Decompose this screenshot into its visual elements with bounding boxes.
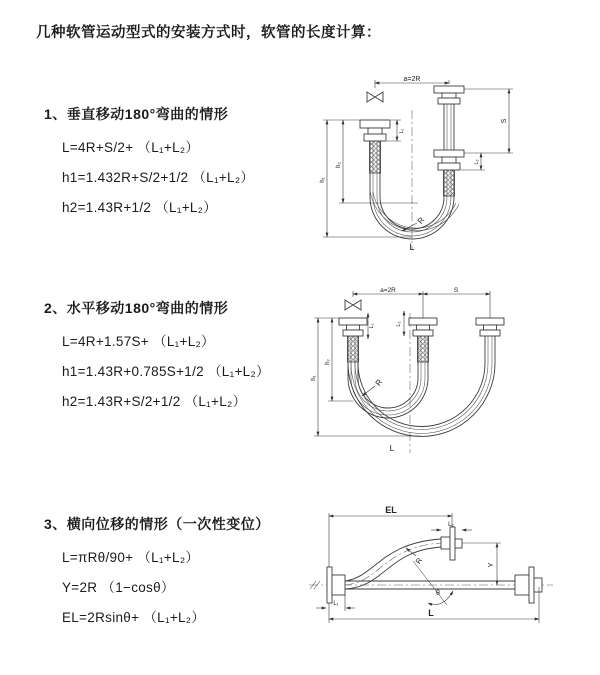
dim-label-h1: h₁: [311, 375, 317, 381]
flange-top-displaced: [441, 527, 462, 560]
diagram-vertical-u-bend: [313, 72, 533, 260]
dim-label-l1: L₁: [333, 601, 339, 607]
formula-h1: h1=1.43R+0.785S+1/2 （L₁+L₂）: [62, 364, 270, 379]
dimension-length: [329, 587, 539, 623]
dim-label-h2: h₂: [336, 162, 342, 168]
diagram-lateral-displacement: [303, 503, 561, 650]
dimension-h1: [311, 318, 421, 436]
dimension-span: [353, 287, 490, 318]
flange-left: [360, 120, 390, 141]
formula-length: L=4R+1.57S+ （L₁+L₂）: [62, 334, 215, 349]
section-1-heading: 1、垂直移动180°弯曲的情形: [44, 106, 229, 122]
valve-icon: [345, 300, 361, 310]
dim-label-r: R: [413, 556, 425, 566]
dimension-l1: [368, 313, 375, 339]
flange-right: [476, 318, 504, 336]
dimension-el: [329, 505, 452, 567]
braid-section-right: [444, 170, 455, 196]
dim-label-theta: θ: [436, 590, 440, 597]
hose-u-position1: [348, 333, 428, 418]
dimension-stroke-s: [423, 287, 490, 294]
section-horizontal-movement: [44, 298, 314, 417]
braid-section-middle: [418, 336, 429, 362]
formula-h2: h2=1.43R+1/2 （L₁+L₂）: [62, 200, 218, 215]
section-lateral-displacement: [44, 514, 314, 633]
flange-right: [515, 567, 542, 603]
dim-label-y: Y: [486, 562, 495, 568]
flange-left: [327, 567, 345, 603]
dim-label-l1: L₁: [399, 128, 405, 134]
section-2-heading: 2、水平移动180°弯曲的情形: [44, 300, 229, 316]
flange-middle: [409, 318, 437, 336]
diagram-horizontal-u-bend: [308, 283, 553, 463]
dim-label-h1: h₁: [320, 177, 326, 183]
braid-section-left: [370, 141, 381, 173]
angle-theta: [413, 561, 453, 605]
flange-right-upper: [434, 86, 464, 104]
dim-label-length: L: [389, 443, 395, 453]
dim-label-s: S: [453, 287, 459, 294]
formula-h1: h1=1.432R+S/2+1/2 （L₁+L₂）: [62, 170, 255, 185]
dimension-y: [462, 543, 501, 585]
dimension-l1: [316, 595, 355, 611]
dim-label-r: R: [373, 377, 385, 388]
dimension-stroke-s: [464, 89, 513, 153]
radius-callout: [362, 377, 384, 396]
dim-label-l2: L₂: [448, 522, 454, 528]
hose-s-curve: [345, 539, 441, 589]
dimension-l2: [461, 153, 485, 170]
formula-length: L=πRθ/90+ （L₁+L₂）: [62, 550, 200, 565]
dim-label-el: EL: [385, 505, 397, 515]
dim-label-l1: L₁: [369, 323, 375, 329]
formula-el: EL=2Rsinθ+ （L₁+L₂）: [62, 610, 206, 625]
page-title: 几种软管运动型式的安装方式时，软管的长度计算：: [36, 25, 381, 41]
section-vertical-movement: [44, 104, 314, 223]
formula-y: Y=2R （1−cosθ）: [62, 580, 175, 595]
dim-label-a2r: a=2R: [403, 76, 421, 83]
dim-label-r: R: [415, 215, 427, 226]
valve-icon: [367, 92, 383, 102]
formula-length: L=4R+S/2+ （L₁+L₂）: [62, 140, 200, 155]
braid-section-left: [348, 336, 359, 362]
section-3-heading: 3、横向位移的情形（一次性变位）: [44, 516, 270, 532]
dim-label-a2r: a=2R: [380, 287, 396, 294]
dim-label-h2: h₂: [325, 359, 331, 365]
dim-label-l2: L₂: [474, 159, 480, 165]
formula-h2: h2=1.43R+S/2+1/2 （L₁+L₂）: [62, 394, 247, 409]
dim-label-l2: L₂: [396, 321, 402, 327]
dim-label-length: L: [409, 242, 415, 252]
dim-label-s: S: [501, 118, 508, 124]
flange-right-lower: [434, 150, 464, 170]
pipe-right: [444, 104, 454, 150]
flange-left: [339, 318, 367, 336]
dim-label-length: L: [428, 608, 434, 618]
dimension-l2: [396, 311, 404, 336]
